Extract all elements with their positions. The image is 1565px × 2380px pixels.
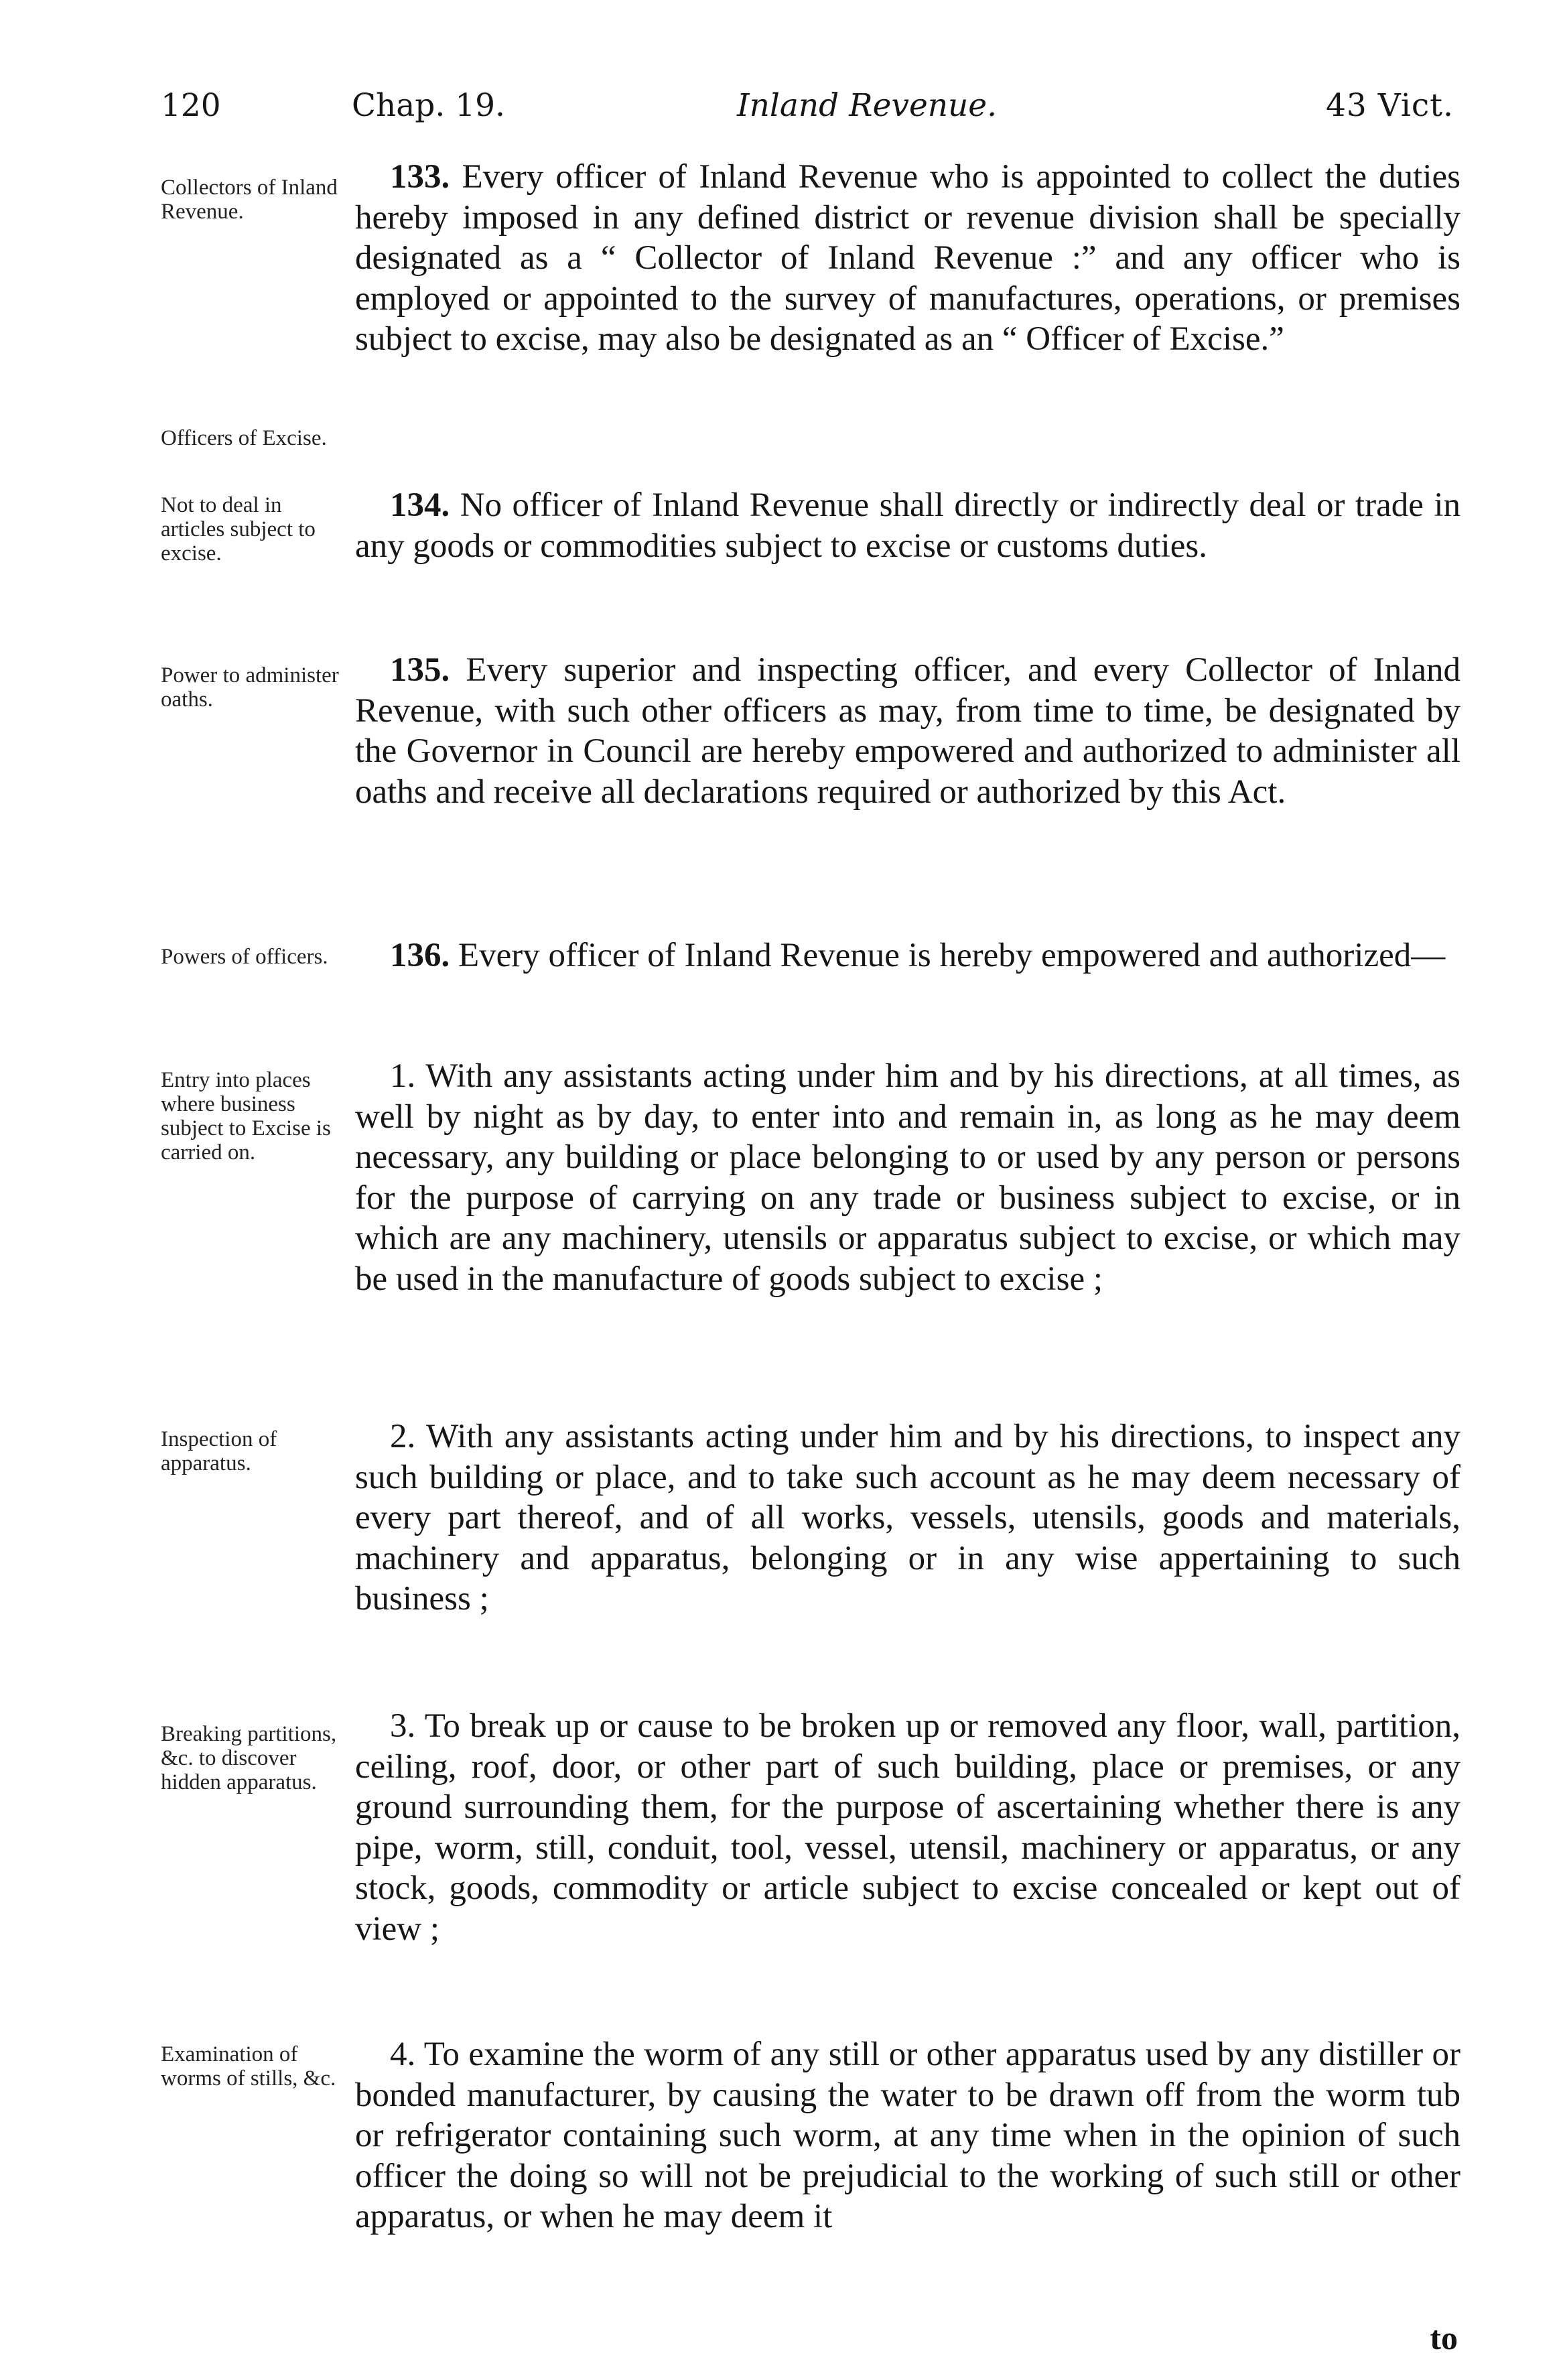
subsection-2 [355,1416,1460,1619]
section-134 [355,485,1460,566]
section-133 [355,157,1460,360]
chapter-label: Chap. 19. [352,87,505,124]
subsection-text: With any assistants acting under him and by his directions, to inspect any such building or place, and to take such account as he may deem necessary of every part thereof, and of all works, vessels, utensils, goods and materials, machinery and apparatus, belonging or in any wise appertaining to such business ; [355,1418,1460,1618]
section-135 [355,650,1460,812]
subsection-number: 4. [390,2036,416,2073]
section-text: Every officer of Inland Revenue is hereby empowered and authorized— [458,937,1446,974]
page-number: 120 [161,87,221,124]
subsection-3 [355,1706,1460,1950]
section-number: 135. [390,651,450,689]
margin-note: Powers of officers. [161,945,328,969]
subsection-text: To break up or cause to be broken up or removed any floor, wall, partition, ceiling, roof, door, or other part of such building, place or premises, or any ground surrounding them, for the purpose of ascertaining whether there is any pipe, worm, still, conduit, tool, vessel, utensil, machinery or apparatus, or any stock, goods, commodity or article subject to excise concealed or kept out of view ; [355,1707,1460,1948]
subsection-number: 1. [390,1057,416,1095]
margin-note: Collectors of Inland Revenue. [161,176,338,224]
margin-note: Examination of worms of stills, &c. [161,2042,336,2091]
subsection-text: To examine the worm of any still or other apparatus used by any distiller or bonded manufacturer, by causing the water to be drawn off from the worm tub or refrigerator containing such worm, at any time when in the opinion of such officer the doing so will not be prejudicial to the working of such still or other apparatus, or when he may deem it [355,2036,1460,2236]
subsection-number: 3. [390,1707,416,1745]
section-number: 134. [390,486,450,524]
section-text: No officer of Inland Revenue shall directly or indirectly deal or trade in any goods or commodities subject to excise or customs duties. [355,486,1460,565]
catchword: to [1430,2319,1458,2357]
margin-note: Inspection of apparatus. [161,1427,277,1475]
section-text: Every officer of Inland Revenue who is appointed to collect the duties hereby imposed in any defined district or revenue division shall be specially designated as a “ Collector of Inland Revenue :” and any officer who is employed or appointed to the survey of manufactures, operations, or premises subject to excise, may also be designated as an “ Officer of Excise.” [355,158,1460,358]
margin-note: Breaking partitions, &c. to discover hidden apparatus. [161,1722,337,1794]
regnal-year: 43 Vict. [1325,87,1454,124]
subsection-1 [355,1056,1460,1300]
subsection-text: With any assistants acting under him and by his directions, at all times, as well by night as by day, to enter into and remain in, as long as he may deem necessary, any building or place belonging to or used by any person or persons for the purpose of carrying on any trade or business subject to excise, or in which are any machinery, utensils or apparatus subject to excise, or which may be used in the manufacture of goods subject to excise ; [355,1057,1460,1298]
margin-note: Not to deal in articles subject to excise. [161,493,316,566]
section-number: 133. [390,158,450,196]
section-number: 136. [390,937,450,974]
section-136 [355,935,1460,976]
running-title: Inland Revenue. [737,87,998,124]
margin-note: Entry into places where business subject to Excise is carried on. [161,1068,331,1165]
subsection-number: 2. [390,1418,416,1455]
margin-note: Power to administer oaths. [161,663,339,712]
subsection-4 [355,2034,1460,2237]
page-header [161,86,1454,133]
section-text: Every superior and inspecting officer, and every Collector of Inland Revenue, with such other officers as may, from time to time, be designated by the Governor in Council are hereby empowered and authorized to administer all oaths and receive all declarations required or authorized by this Act. [355,651,1461,811]
margin-note: Officers of Excise. [161,426,327,450]
